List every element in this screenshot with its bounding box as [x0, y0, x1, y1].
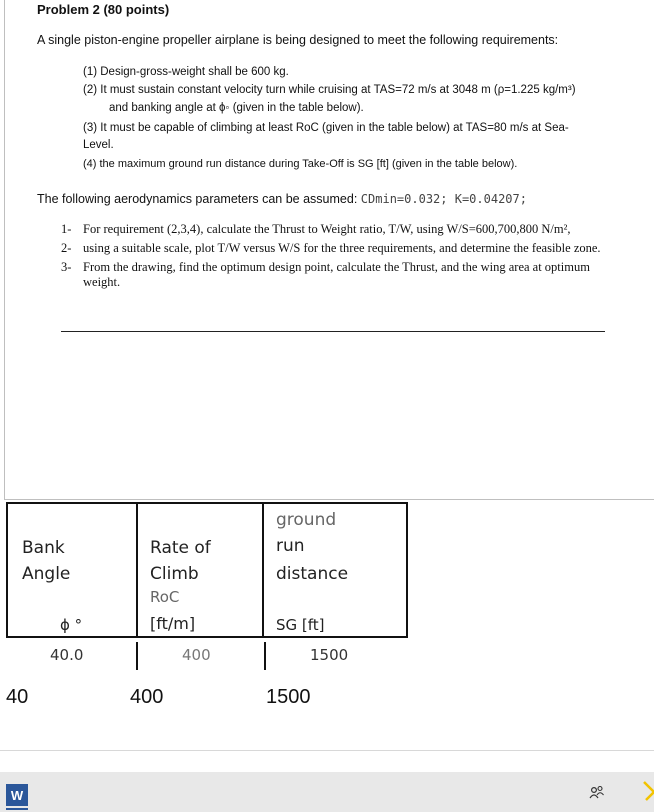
bank-header-line2: Angle [22, 564, 71, 584]
people-icon[interactable] [588, 784, 606, 802]
task-2 [61, 241, 606, 256]
bank-header-line1: Bank [22, 538, 65, 558]
document-page [4, 0, 654, 500]
table-value-row [6, 640, 408, 670]
roc-header-line1: Rate of [150, 538, 211, 558]
roc-header-line4: [ft/m] [150, 614, 196, 633]
roc-header-line2: Climb [150, 564, 199, 584]
problem-title: Problem 2 (80 points) [37, 2, 170, 17]
roc-column [138, 504, 264, 636]
roc-value: 400 [182, 646, 211, 664]
requirement-4: (4) the maximum ground run distance during Take-Off is SG [ft] (given in the table below). [83, 158, 518, 170]
task-3 [61, 260, 606, 290]
column-separator [136, 642, 138, 670]
task-1 [61, 222, 606, 237]
notification-icon[interactable] [640, 780, 654, 802]
sg-header-line1: ground [276, 510, 337, 530]
sg-value: 1500 [310, 646, 349, 664]
word-app-icon[interactable]: W [6, 784, 28, 806]
task-number: 2- [61, 241, 72, 255]
task-text: using a suitable scale, plot T/W versus W/S for the three requirements, and determine the feasible zone. [83, 241, 601, 255]
answer-roc: 400 [130, 686, 164, 708]
sg-header-line3: distance [276, 564, 349, 584]
task-number: 1- [61, 222, 72, 236]
roc-header-line3: RoC [150, 588, 180, 606]
requirement-2-cont: and banking angle at ϕ◦ (given in the table below). [109, 102, 364, 114]
section-divider [61, 331, 605, 332]
requirement-3: (3) It must be capable of climbing at least RoC (given in the table below) at TAS=80 m/s at Sea- [83, 122, 569, 134]
task-text: For requirement (2,3,4), calculate the Thrust to Weight ratio, T/W, using W/S=600,700,800 N/m², [83, 222, 571, 236]
column-separator [264, 642, 266, 670]
sg-unit: SG [ft] [276, 616, 325, 634]
bank-symbol: ϕ ° [60, 616, 83, 634]
params-values: CDmin=0.032; K=0.04207; [360, 192, 527, 206]
requirement-3-cont: Level. [83, 139, 114, 151]
problem-intro: A single piston-engine propeller airplane is being designed to meet the following requirements: [37, 33, 559, 47]
requirement-1: (1) Design-gross-weight shall be 600 kg. [83, 66, 289, 78]
divider [0, 750, 654, 751]
ground-run-column [264, 504, 406, 636]
task-number: 3- [61, 260, 72, 274]
params-label: The following aerodynamics parameters can be assumed: [37, 192, 358, 206]
task-text: From the drawing, find the optimum design point, calculate the Thrust, and the wing area at optimum weight. [83, 260, 590, 289]
taskbar [0, 772, 654, 812]
bank-angle-column [8, 504, 138, 636]
task-list [61, 222, 606, 294]
answer-sg: 1500 [266, 686, 311, 708]
requirement-2: (2) It must sustain constant velocity turn while cruising at TAS=72 m/s at 3048 m (ρ=1.225 kg/m³) [83, 84, 576, 96]
requirements-table [6, 502, 408, 638]
answer-bank: 40 [6, 686, 29, 708]
sg-header-line2: run [276, 536, 305, 556]
bank-value: 40.0 [50, 646, 84, 664]
params-line [37, 192, 527, 206]
